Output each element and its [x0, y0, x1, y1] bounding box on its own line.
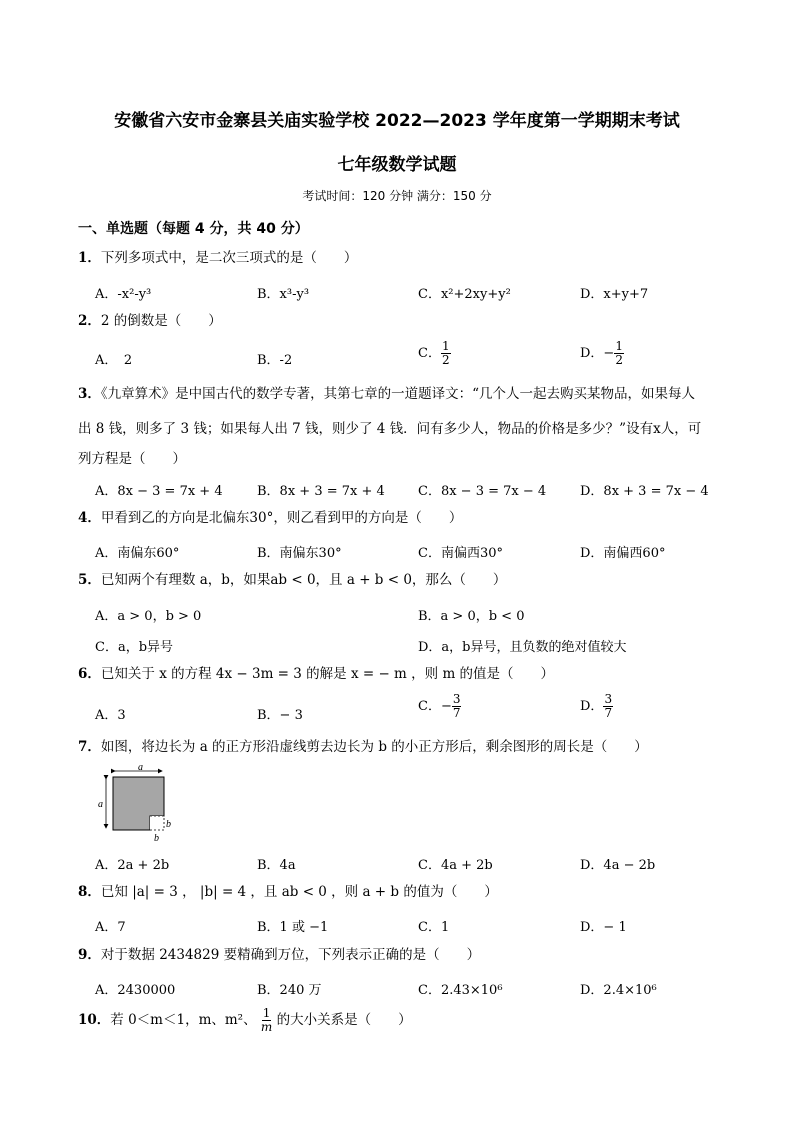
option-d: D．x+y+7	[580, 287, 649, 302]
question-number: 4．	[78, 510, 101, 526]
option-c: C．南偏西30°	[418, 546, 503, 561]
exam-subtitle: 七年级数学试题	[337, 155, 457, 175]
option-b: B．8x + 3 = 7x + 4	[257, 484, 385, 499]
option-a: A．-x²-y³	[95, 287, 152, 302]
denominator: m	[260, 1020, 273, 1034]
option-c	[418, 340, 451, 367]
question-2	[78, 313, 222, 329]
question-text: 对于数据 2434829 要精确到万位，下列表示正确的是（ ）	[100, 947, 481, 963]
option-d: D．8x + 3 = 7x − 4	[580, 484, 709, 499]
label-b-right: b	[166, 819, 171, 830]
denominator: 7	[604, 706, 613, 720]
question-6	[78, 666, 554, 682]
option-prefix: C．−	[418, 699, 452, 714]
option-d: D．a，b异号，且负数的绝对值较大	[418, 640, 627, 655]
denominator: 2	[441, 353, 450, 367]
question-number: 7．	[78, 739, 101, 755]
label-a-top: a	[138, 764, 143, 773]
question-text: 2 的倒数是（ ）	[100, 313, 222, 329]
option-a: A． 2	[95, 353, 133, 368]
option-c: C．2.43×10⁶	[418, 983, 503, 998]
option-a: A．a > 0，b > 0	[95, 609, 202, 624]
label-a-left: a	[98, 799, 103, 810]
question-number: 6．	[78, 666, 101, 682]
question-4	[78, 510, 462, 526]
question-number: 9．	[78, 947, 101, 963]
numerator: 3	[452, 692, 461, 706]
question-5	[78, 572, 506, 588]
question-7	[78, 739, 648, 755]
fraction	[452, 693, 462, 720]
question-text: 甲看到乙的方向是北偏东30°，则乙看到甲的方向是（ ）	[100, 510, 463, 526]
option-b: B．− 3	[257, 708, 303, 723]
option-a: A．2430000	[95, 983, 176, 998]
option-d	[580, 693, 613, 720]
option-c: C．a，b异号	[95, 640, 174, 655]
question-text: 已知 |a| = 3 ， |b| = 4 ，且 ab < 0 ，则 a + b 的值为（ ）	[100, 884, 498, 900]
numerator: 1	[262, 1006, 271, 1020]
question-3-line-2: 出 8 钱，则多了 3 钱；如果每人出 7 钱，则少了 4 钱．问有多少人，物品的价格是多少？”设有x人，可	[78, 421, 702, 437]
option-a: A．南偏东60°	[95, 546, 180, 561]
option-d: D．南偏西60°	[580, 546, 666, 561]
option-b: B．4a	[257, 858, 296, 873]
numerator: 1	[615, 339, 623, 353]
option-c	[418, 693, 461, 720]
option-b: B．x³-y³	[257, 287, 310, 302]
option-d: D．2.4×10⁶	[580, 983, 657, 998]
question-text: 下列多项式中，是二次三项式的是（ ）	[100, 250, 358, 266]
question-10	[78, 1007, 412, 1034]
square-cut-figure	[97, 764, 181, 844]
fraction	[603, 693, 613, 720]
cut-square	[150, 816, 164, 830]
option-c: C．x²+2xy+y²	[418, 287, 511, 302]
question-number: 8．	[78, 884, 101, 900]
option-b: B．-2	[257, 353, 293, 368]
question-number: 5．	[78, 572, 101, 588]
option-c: C．8x − 3 = 7x − 4	[418, 484, 547, 499]
numerator: 1	[441, 339, 450, 353]
option-b: B．南偏东30°	[257, 546, 342, 561]
exam-info: 考试时间：120 分钟 满分：150 分	[302, 189, 492, 203]
option-prefix: D．	[580, 699, 604, 714]
option-b: B．a > 0，b < 0	[418, 609, 525, 624]
option-c: C．1	[418, 920, 450, 935]
option-d: D．− 1	[580, 920, 627, 935]
question-3-line-3: 列方程是（ ）	[78, 451, 186, 467]
option-prefix: C．	[418, 346, 441, 361]
denominator: 7	[452, 706, 461, 720]
exam-title: 安徽省六安市金寨县关庙实验学校 2022—2023 学年度第一学期期末考试	[114, 111, 680, 131]
section-heading: 一、单选题（每题 4 分，共 40 分）	[78, 221, 309, 237]
label-b-bottom: b	[154, 833, 159, 844]
option-d	[580, 340, 624, 367]
question-1	[78, 250, 357, 266]
option-b: B．1 或 −1	[257, 920, 329, 935]
question-number: 1．	[78, 250, 101, 266]
question-number: 2．	[78, 313, 101, 329]
option-a: A．2a + 2b	[95, 858, 170, 873]
question-3	[78, 386, 695, 402]
option-d: D．4a − 2b	[580, 858, 656, 873]
question-number: 3．	[78, 386, 101, 402]
fraction	[614, 340, 624, 367]
question-text: 若 0＜m＜1，m、m²、	[110, 1012, 257, 1028]
fraction	[441, 340, 451, 367]
option-c: C．4a + 2b	[418, 858, 493, 873]
option-prefix: D．−	[580, 346, 615, 361]
option-a: A．3	[95, 708, 126, 723]
fraction	[261, 1007, 272, 1034]
question-9	[78, 947, 480, 963]
question-text: 如图，将边长为 a 的正方形沿虚线剪去边长为 b 的小正方形后，剩余图形的周长是（ ）	[100, 739, 648, 755]
numerator: 3	[604, 692, 613, 706]
option-a: A．8x − 3 = 7x + 4	[95, 484, 223, 499]
question-text: 已知两个有理数 a，b，如果ab < 0，且 a + b < 0，那么（ ）	[100, 572, 507, 588]
question-text-end: 的大小关系是（ ）	[276, 1012, 412, 1028]
question-number: 10．	[78, 1012, 111, 1028]
question-8	[78, 884, 498, 900]
question-text: 《九章算术》是中国古代的数学专著，其第七章的一道题译文：“几个人一起去购买某物品，如果每人	[100, 386, 696, 402]
option-b: B．240 万	[257, 983, 322, 998]
question-text: 已知关于 x 的方程 4x − 3m = 3 的解是 x = − m ，则 m 的值是（ ）	[100, 666, 555, 682]
option-a: A．7	[95, 920, 126, 935]
denominator: 2	[615, 353, 623, 367]
